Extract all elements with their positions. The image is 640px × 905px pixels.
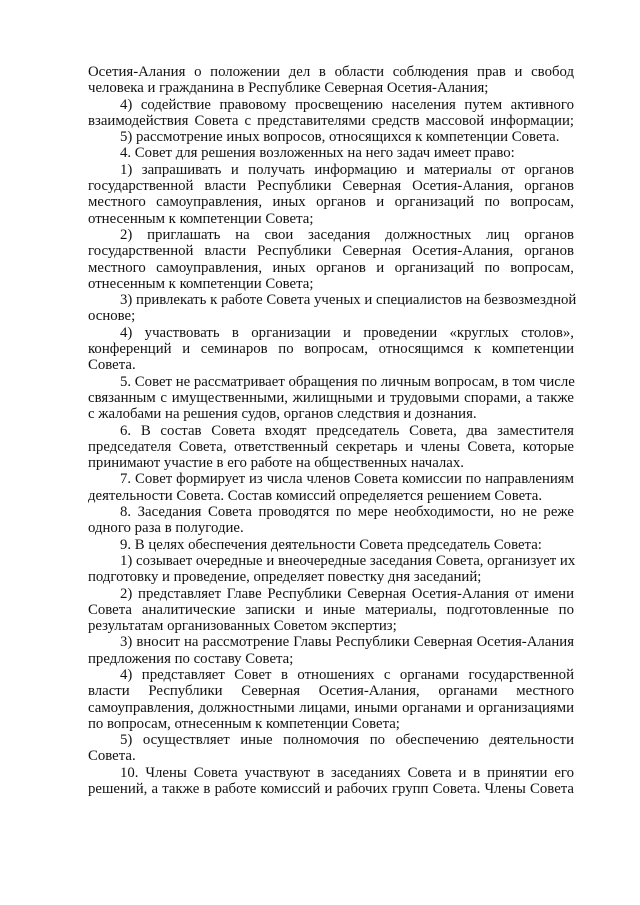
document-line: власти Республики Северная Осетия-Алания, органами местного <box>88 683 574 700</box>
document-line: деятельности Совета. Состав комиссий определяется решением Совета. <box>88 487 543 504</box>
document-line: основе; <box>88 308 136 325</box>
document-line: председателя Совета, ответственный секретарь и члены Совета, которые <box>88 438 574 455</box>
document-line: конференций и семинаров по вопросам, относящимся к компетенции <box>88 341 574 358</box>
document-line: связанным с имущественными, жилищными и трудовыми спорами, а также <box>88 389 574 406</box>
document-line: Совета. <box>88 357 136 374</box>
document-line: Совета аналитические записки и иные материалы, подготовленные по <box>88 601 574 618</box>
document-line: 4. Совет для решения возложенных на него задач имеет право: <box>120 145 515 162</box>
document-line: местного самоуправления, иных органов и организаций по вопросам, <box>88 194 574 211</box>
document-line: 8. Заседания Совета проводятся по мере необходимости, но не реже <box>120 504 574 521</box>
document-line: 2) приглашать на свои заседания должностных лиц органов <box>120 226 574 243</box>
document-line: 3) привлекать к работе Совета ученых и специалистов на безвозмездной <box>120 292 577 309</box>
document-line: самоуправления, должностными лицами, иными органами и организациями <box>88 699 574 716</box>
document-line: результатам организованных Советом экспертиз; <box>88 618 397 635</box>
document-line: взаимодействия Совета с представителями средств массовой информации; <box>88 112 574 129</box>
document-line: отнесенным к компетенции Совета; <box>88 210 314 227</box>
document-line: человека и гражданина в Республике Северная Осетия-Алания; <box>88 80 489 97</box>
document-line: 7. Совет формирует из числа членов Совета комиссии по направлениям <box>120 471 574 488</box>
document-line: государственной власти Республики Северная Осетия-Алания, органов <box>88 243 574 260</box>
document-line: 2) представляет Главе Республики Северная Осетия-Алания от имени <box>120 585 574 602</box>
document-line: отнесенным к компетенции Совета; <box>88 275 314 292</box>
document-line: одного раза в полугодие. <box>88 520 244 537</box>
document-line: 4) содействие правовому просвещению населения путем активного <box>120 96 574 113</box>
document-line: с жалобами на решения судов, органов следствия и дознания. <box>88 406 477 423</box>
document-line: 5) осуществляет иные полномочия по обеспечению деятельности <box>120 732 574 749</box>
document-line: 5) рассмотрение иных вопросов, относящихся к компетенции Совета. <box>120 129 560 146</box>
document-line: государственной власти Республики Северная Осетия-Алания, органов <box>88 178 574 195</box>
document-line: 1) запрашивать и получать информацию и материалы от органов <box>120 161 574 178</box>
document-line: 9. В целях обеспечения деятельности Совета председатель Совета: <box>120 536 542 553</box>
document-line: 6. В состав Совета входят председатель Совета, два заместителя <box>120 422 574 439</box>
document-line: 10. Члены Совета участвуют в заседаниях Совета и в принятии его <box>120 764 574 781</box>
document-body-text <box>88 64 577 798</box>
document-line: по вопросам, отнесенным к компетенции Совета; <box>88 715 400 732</box>
document-line: подготовку и проведение, определяет повестку дня заседаний; <box>88 569 482 586</box>
document-line: 5. Совет не рассматривает обращения по личным вопросам, в том числе <box>120 373 575 390</box>
document-line: местного самоуправления, иных органов и организаций по вопросам, <box>88 259 574 276</box>
document-line: 1) созывает очередные и внеочередные заседания Совета, организует их <box>120 552 576 569</box>
document-line: 4) представляет Совет в отношениях с органами государственной <box>120 666 574 683</box>
document-line: решений, а также в работе комиссий и рабочих групп Совета. Члены Совета <box>88 781 574 798</box>
document-line: Осетия-Алания о положении дел в области соблюдения прав и свобод <box>88 64 574 80</box>
document-line: 4) участвовать в организации и проведении «круглых столов», <box>120 324 574 341</box>
document-line: 3) вносит на рассмотрение Главы Республики Северная Осетия-Алания <box>120 634 574 651</box>
document-line: Совета. <box>88 748 136 765</box>
document-line: предложения по составу Совета; <box>88 650 294 667</box>
document-line: принимают участие в его работе на общественных началах. <box>88 455 464 472</box>
